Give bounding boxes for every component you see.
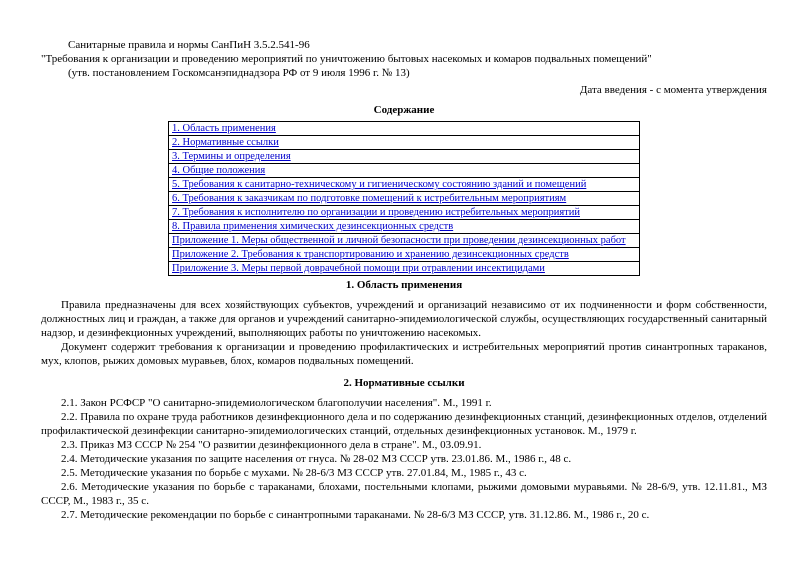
doc-title-line: "Требования к организации и проведению мероприятий по уничтожению бытовых насекомых и комаров подвальных помещений" (41, 53, 652, 65)
toc-title: Содержание (373, 104, 435, 116)
toc-link-5[interactable]: 5. Требования к санитарно-техническому и гигиеническому состоянию зданий и помещений (172, 179, 587, 190)
toc-row (169, 150, 640, 164)
toc-row (169, 262, 640, 276)
toc-table (168, 121, 640, 276)
toc-row (169, 248, 640, 262)
document-page (41, 38, 767, 522)
toc-link-appendix-1[interactable]: Приложение 1. Меры общественной и личной безопасности при проведении дезинсекционных работ (172, 235, 626, 246)
toc-link-4[interactable]: 4. Общие положения (172, 165, 266, 176)
toc-row (169, 164, 640, 178)
reference-item: 2.3. Приказ МЗ СССР № 254 "О развитии дезинфекционного дела в стране". М., 03.09.91. (61, 439, 482, 451)
toc-row (169, 122, 640, 136)
toc-row (169, 234, 640, 248)
toc-link-7[interactable]: 7. Требования к исполнителю по организации и проведению истребительных мероприятий (172, 207, 580, 218)
reference-item: 2.5. Методические указания по борьбе с мухами. № 28-6/3 МЗ СССР утв. 27.01.84, М., 1985 г., 43 с. (61, 467, 527, 479)
reference-item: 2.2. Правила по охране труда работников дезинфекционного дела и по содержанию дезинфекционных станций, дезинфекционных отделов, отделений профилактической дезинфекции санитарно-эпидемиологических станций, отдельных дезинфекционных установок. М., 1979 г. (41, 411, 767, 437)
toc-link-1[interactable]: 1. Область применения (172, 123, 276, 134)
toc-row (169, 192, 640, 206)
doc-approval-line: (утв. постановлением Госкомсанэпиднадзора РФ от 9 июля 1996 г. № 13) (68, 67, 410, 79)
section-1-paragraph: Документ содержит требования к организации и проведению профилактических и истребительных мероприятий против синантропных тараканов, мух, клопов, рыжих домовых муравьев, блох, комаров подвальных помещений. (41, 341, 767, 367)
toc-row (169, 136, 640, 150)
toc-row (169, 206, 640, 220)
toc-link-6[interactable]: 6. Требования к заказчикам по подготовке помещений к истребительным мероприятиям (172, 193, 567, 204)
toc-link-8[interactable]: 8. Правила применения химических дезинсекционных средств (172, 221, 454, 232)
section-1-paragraph: Правила предназначены для всех хозяйствующих субъектов, учреждений и организаций независимо от их подчиненности и форм собственности, должностных лиц и граждан, а также для органов и учреждений санитарно-эпидемиологической службы, осуществляющих государственный санитарный надзор, и дезинфекционных учреждений, выполняющих работы по уничтожению насекомых. (41, 299, 767, 339)
reference-item: 2.4. Методические указания по защите населения от гнуса. № 28-02 МЗ СССР утв. 23.01.86. М., 1986 г., 48 с. (61, 453, 572, 465)
toc-row (169, 220, 640, 234)
toc-row (169, 178, 640, 192)
section-2-title: 2. Нормативные ссылки (343, 377, 465, 389)
reference-item: 2.7. Методические рекомендации по борьбе с синантропными тараканами. № 28-6/3 МЗ СССР, утв. 31.12.86. М., 1986 г., 20 с. (61, 509, 650, 521)
toc-link-2[interactable]: 2. Нормативные ссылки (172, 137, 279, 148)
toc-link-appendix-3[interactable]: Приложение 3. Меры первой доврачебной помощи при отравлении инсектицидами (172, 263, 545, 274)
reference-item: 2.6. Методические указания по борьбе с тараканами, блохами, постельными клопами, рыжими домовыми муравьями. № 28-6/9, утв. 12.11.81., МЗ СССР, М., 1983 г., 35 с. (41, 481, 767, 507)
doc-code-line: Санитарные правила и нормы СанПиН 3.5.2.541-96 (68, 39, 310, 51)
reference-item: 2.1. Закон РСФСР "О санитарно-эпидемиологическом благополучии населения". М., 1991 г. (61, 397, 492, 409)
toc-link-3[interactable]: 3. Термины и определения (172, 151, 291, 162)
section-1-title: 1. Область применения (345, 279, 463, 291)
effective-date: Дата введения - с момента утверждения (579, 84, 767, 96)
toc-link-appendix-2[interactable]: Приложение 2. Требования к транспортированию и хранению дезинсекционных средств (172, 249, 569, 260)
